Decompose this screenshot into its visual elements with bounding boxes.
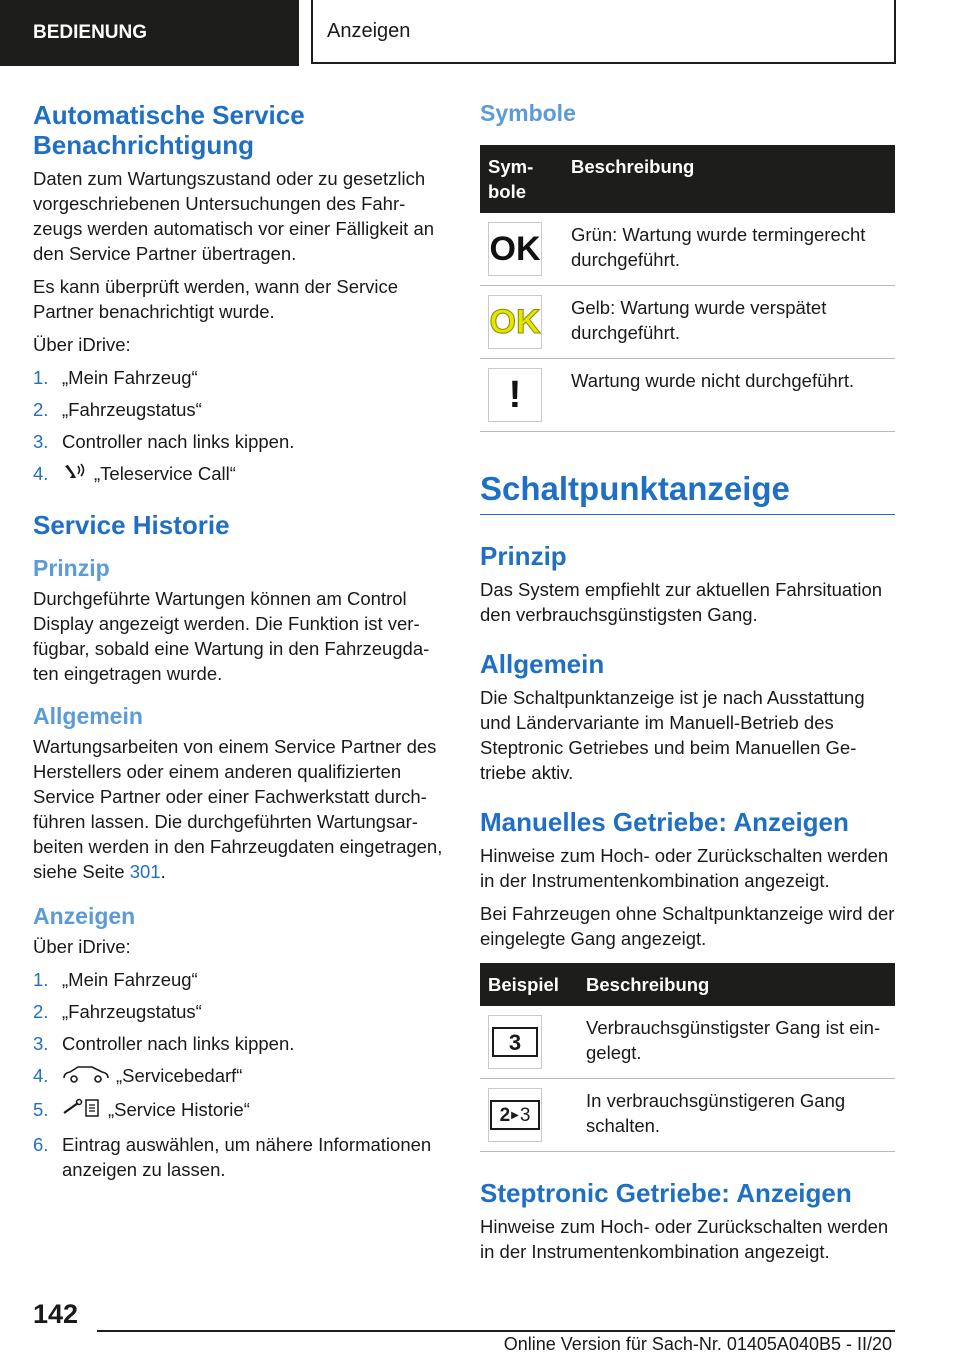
allgemein-title: Allgemein: [480, 649, 605, 679]
list-item: 2. „Fahrzeugstatus“: [33, 399, 202, 420]
steptronic-title: Steptronic Getriebe: Anzeigen: [480, 1178, 852, 1208]
schaltpunkt-title: Schaltpunktanzeige: [480, 470, 895, 515]
symbol-description: Grün: Wartung wurde termingerecht durchgeführt.: [563, 213, 895, 286]
list-item: 4. „Teleservice Call“: [33, 461, 448, 488]
list-item: 1. „Mein Fahrzeug“: [33, 367, 198, 388]
gear-shift-icon: 2 ▶ 3: [488, 1088, 542, 1142]
right-column: [480, 100, 895, 1272]
auto-service-title: Automatische Service Benachrichtigung: [33, 100, 305, 160]
car-icon: [62, 1064, 110, 1090]
footer-text: Online Version für Sach-Nr. 01405A040B5 - II/20: [503, 1334, 892, 1354]
table-row: [480, 1079, 895, 1152]
symbol-description: Gelb: Wartung wurde verspätet durchgeführt.: [563, 286, 895, 359]
col-header: Symbole: [480, 145, 563, 213]
teleservice-icon: [62, 462, 88, 488]
col-header: Beschreibung: [578, 963, 895, 1006]
table-row: [480, 359, 895, 432]
allgemein-text: Wartungsarbeiten von einem Service Partner des Herstellers oder einem anderen qualifizierten Service Partner oder einer Fachwerkstatt durchführen lassen. Die durchgeführten Wartungsarbeiten werden in den Fahrzeugdaten eingetragen, siehe Seite 301.: [33, 736, 443, 883]
list-item: 2. „Fahrzeugstatus“: [33, 1001, 202, 1023]
service-historie-title: Service Historie: [33, 510, 230, 541]
col-header: Beschreibung: [563, 145, 895, 213]
gear-3-icon: 3: [488, 1015, 542, 1069]
prinzip-title: Prinzip: [33, 555, 110, 582]
section-label: BEDIENUNG: [0, 0, 299, 66]
auto-service-text-3: Über iDrive:: [33, 334, 131, 355]
symbols-table: [480, 145, 895, 432]
list-item: 1. „Mein Fahrzeug“: [33, 969, 198, 991]
manuelles-title: Manuelles Getriebe: Anzeigen: [480, 807, 849, 837]
table-row: [480, 286, 895, 359]
list-item: 6. Eintrag auswählen, um nähere Informationen anzeigen zu lassen.: [33, 1134, 432, 1181]
ok-yellow-icon: OK: [488, 295, 542, 349]
anzeigen-text: Über iDrive:: [33, 936, 131, 958]
example-table: [480, 963, 895, 1152]
allgemein-text: Die Schaltpunktanzeige ist je nach Ausstattung und Ländervariante im Manuell-Betrieb des Steptronic Getriebes und beim Manuellen Getriebe aktiv.: [480, 687, 865, 783]
prinzip-text: Durchgeführte Wartungen können am Control Display angezeigt werden. Die Funktion ist verfügbar, sobald eine Wartung in den Fahrzeugdaten eingetragen wurde.: [33, 588, 430, 685]
anzeigen-title: Anzeigen: [33, 903, 136, 930]
auto-service-text-1: Daten zum Wartungszustand oder zu gesetzlich vorgeschriebenen Untersuchungen des Fahrzeugs werden automatisch vor einer Fälligkeit an den Service Partner übertragen.: [33, 168, 435, 264]
table-header: [480, 145, 895, 213]
table-header: [480, 963, 895, 1006]
list-item: 4. „Servicebedarf“: [33, 1063, 448, 1090]
list-item: 3. Controller nach links kippen.: [33, 1033, 295, 1055]
page-number: 142: [33, 1299, 79, 1329]
list-item: 5. „Service Historie“: [33, 1097, 448, 1125]
prinzip-text: Das System empfiehlt zur aktuellen Fahrsituation den verbrauchsgünstigsten Gang.: [480, 579, 883, 625]
page-header: [0, 0, 960, 66]
example-description: In verbrauchsgünstigeren Gang schalten.: [578, 1079, 895, 1152]
symbole-title: Symbole: [480, 100, 576, 126]
table-row: [480, 1006, 895, 1079]
auto-service-text-2: Es kann überprüft werden, wann der Service Partner benachrichtigt wurde.: [33, 276, 399, 322]
manuelles-text-2: Bei Fahrzeugen ohne Schaltpunktanzeige wird der eingelegte Gang angezeigt.: [480, 903, 895, 949]
prinzip-title: Prinzip: [480, 541, 567, 571]
page-link[interactable]: 301: [129, 861, 161, 883]
steptronic-text: Hinweise zum Hoch- oder Zurückschalten werden in der Instrumentenkombination angezeigt.: [480, 1216, 889, 1262]
manuelles-text-1: Hinweise zum Hoch- oder Zurückschalten werden in der Instrumentenkombination angezeigt.: [480, 845, 889, 891]
exclamation-icon: !: [488, 368, 542, 422]
left-column: [33, 100, 448, 1189]
col-header: Beispiel: [480, 963, 578, 1006]
ok-green-icon: OK: [488, 222, 542, 276]
symbol-description: Wartung wurde nicht durchgeführt.: [563, 359, 895, 432]
example-description: Verbrauchsgünstigster Gang ist eingelegt.: [578, 1006, 895, 1079]
chapter-label: Anzeigen: [311, 0, 896, 64]
service-history-icon: [62, 1097, 102, 1125]
auto-service-steps: [33, 365, 448, 488]
allgemein-title: Allgemein: [33, 703, 143, 730]
anzeigen-steps: [33, 967, 448, 1182]
list-item: 3. Controller nach links kippen.: [33, 431, 295, 452]
table-row: [480, 213, 895, 286]
